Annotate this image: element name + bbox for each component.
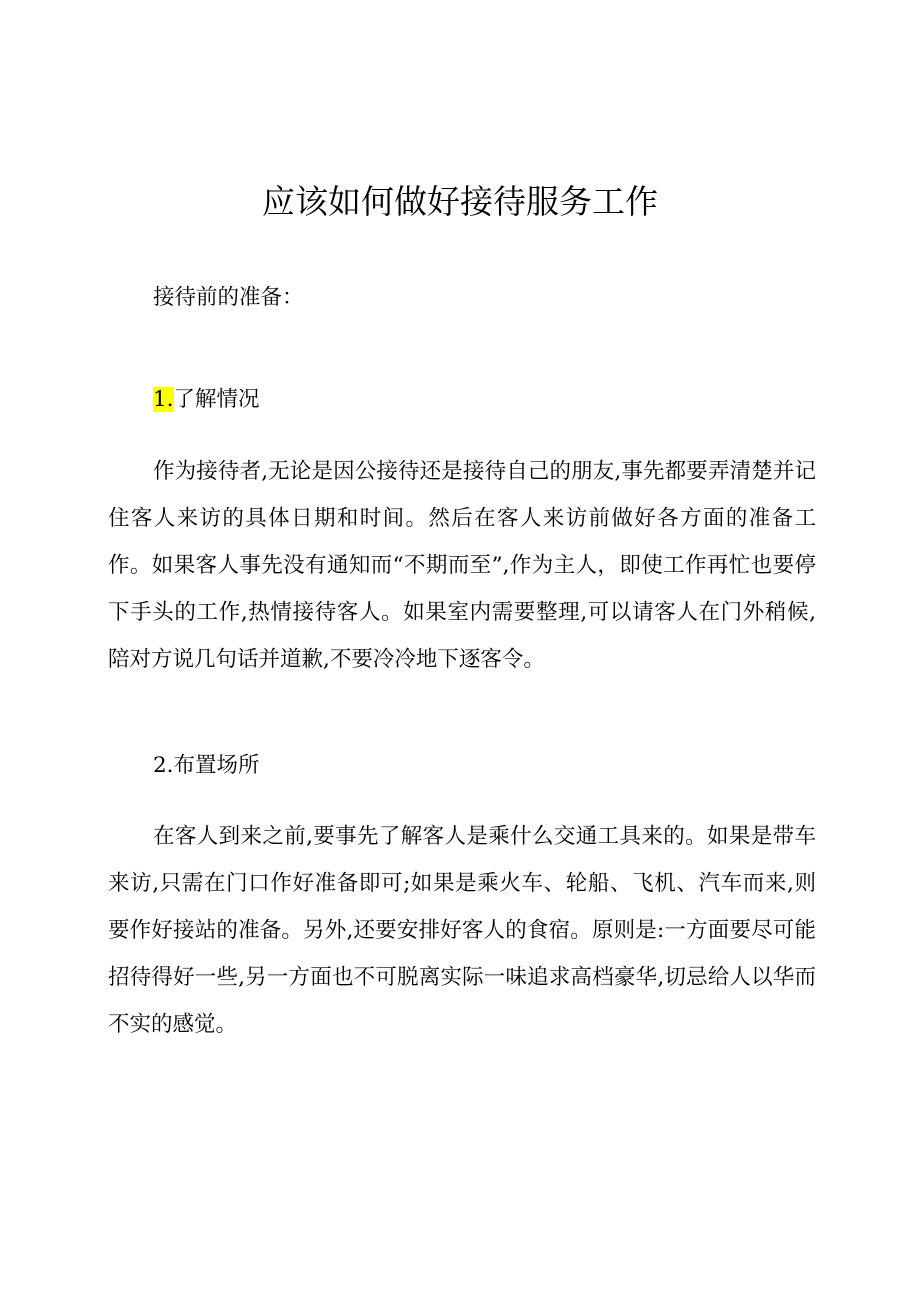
item-2-heading (153, 750, 260, 782)
item-1-number: 1. (153, 387, 174, 412)
document-title: 应该如何做好接待服务工作 (262, 182, 658, 221)
item-1-heading-text: 了解情况 (173, 387, 260, 412)
item-2-heading-text: 布置场所 (173, 753, 260, 778)
item-2-number: 2. (153, 753, 174, 778)
item-1-heading (153, 384, 260, 416)
section-heading: 接待前的准备： (153, 285, 304, 310)
item-1-paragraph: 作为接待者,无论是因公接待还是接待自己的朋友,事先都要弄清楚并记住客人来访的具体日期和时间。然后在客人来访前做好各方面的准备工作。如果客人事先没有通知而“不期而至”,作为主人，即使工作再忙也要停下手头的工作,热情接待客人。如果室内需要整理,可以请客人在门外稍候,陪对方说几句话并道歉,不要冷冷地下逐客令。 (108, 459, 816, 672)
item-2-paragraph: 在客人到来之前,要事先了解客人是乘什么交通工具来的。如果是带车来访,只需在门口作好准备即可;如果是乘火车、轮船、飞机、汽车而来,则要作好接站的准备。另外,还要安排好客人的食宿。原则是:一方面要尽可能招待得好一些,另一方面也不可脱离实际一味追求高档豪华,切忌给人以华而不实的感觉。 (108, 824, 816, 1037)
